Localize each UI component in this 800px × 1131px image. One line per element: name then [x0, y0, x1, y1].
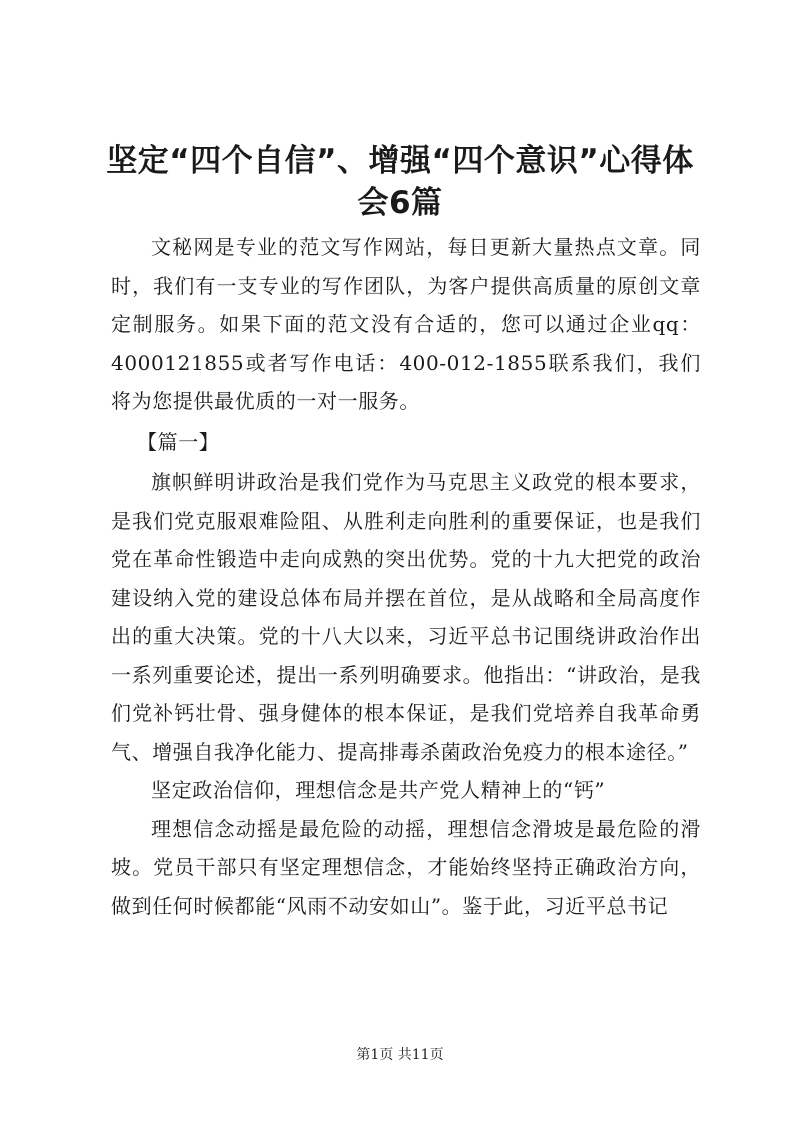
document-title: 坚定“四个自信”、增强“四个意识”心得体会6篇 — [106, 143, 694, 221]
body-paragraph-3: 理想信念动摇是最危险的动摇，理想信念滑坡是最危险的滑坡。党员干部只有坚定理想信念，才能始终坚持正确政治方向，做到任何时候都能“风雨不动安如山”。鉴于此，习近平总书记 — [111, 816, 701, 918]
body-paragraph-2: 坚定政治信仰，理想信念是共产党人精神上的“钙” — [151, 778, 606, 802]
page-footer: 第1页 共11页 — [356, 1047, 444, 1063]
intro-paragraph: 文秘网是专业的范文写作网站，每日更新大量热点文章。同时，我们有一支专业的写作团队，为客户提供高质量的原创文章定制服务。如果下面的范文没有合适的，您可以通过企业qq：4000121855或者写作电话：400-012-1855联系我们，我们将为您提供最优质的一对一服务。 — [111, 235, 701, 413]
section-label: 【篇一】 — [137, 429, 220, 454]
document-body — [111, 228, 701, 925]
body-paragraph-1: 旗帜鲜明讲政治是我们党作为马克思主义政党的根本要求，是我们党克服艰难险阻、从胜利走向胜利的重要保证，也是我们党在革命性锻造中走向成熟的突出优势。党的十九大把党的政治建设纳入党的建设总体布局并摆在首位，是从战略和全局高度作出的重大决策。党的十八大以来，习近平总书记围绕讲政治作出一系列重要论述，提出一系列明确要求。他指出：“讲政治，是我们党补钙壮骨、强身健体的根本保证，是我们党培养自我革命勇气、增强自我净化能力、提高排毒杀菌政治免疫力的根本途径。” — [111, 470, 701, 764]
